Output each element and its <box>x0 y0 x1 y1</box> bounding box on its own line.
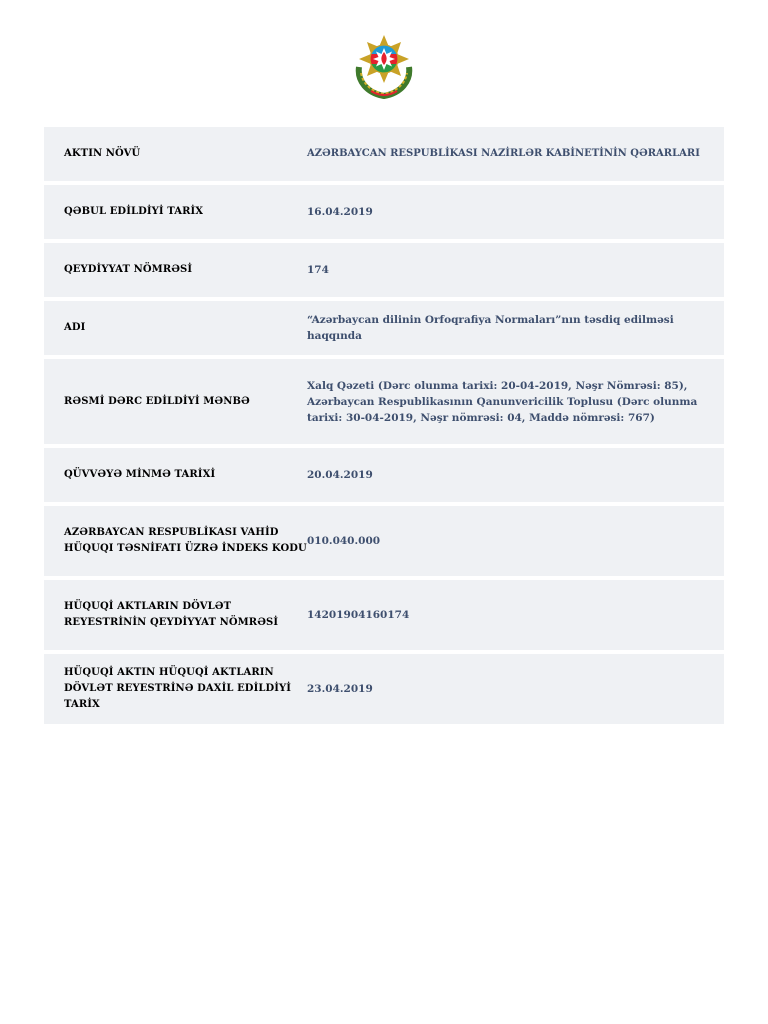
value-registry-number: 14201904160174 <box>307 609 410 621</box>
row-registration-number <box>44 243 724 297</box>
label-official-source: RƏSMİ DƏRC EDİLDİYİ MƏNBƏ <box>64 395 250 407</box>
row-official-source <box>44 359 724 444</box>
label-effective-date: QÜVVƏYƏ MİNMƏ TARİXİ <box>64 469 216 480</box>
label-adoption-date: QƏBUL EDİLDİYİ TARİX <box>64 206 204 217</box>
label-registry-number: HÜQUQİ AKTLARIN DÖVLƏT REYESTRİNİN QEYDİYYAT NÖMRƏSİ <box>64 601 279 628</box>
row-adoption-date <box>44 185 724 239</box>
azerbaijan-coat-of-arms-icon <box>351 33 417 101</box>
value-act-type: AZƏRBAYCAN RESPUBLİKASI NAZİRLƏR KABİNETİNİN QƏRARLARI <box>307 148 700 159</box>
row-registry-number <box>44 580 724 650</box>
value-name: “Azərbaycan dilinin Orfoqrafiya Normaları”nın təsdiq edilməsi haqqında <box>307 314 674 342</box>
value-adoption-date: 16.04.2019 <box>307 206 373 218</box>
row-registry-entry-date <box>44 654 724 724</box>
row-act-type <box>44 127 724 181</box>
label-name: ADI <box>64 322 86 333</box>
legal-act-details-table <box>44 127 724 728</box>
label-registry-entry-date: HÜQUQİ AKTIN HÜQUQİ AKTLARIN DÖVLƏT REYESTRİNƏ DAXİL EDİLDİYİ TARİX <box>64 667 292 710</box>
value-index-code: 010.040.000 <box>307 535 381 547</box>
row-name <box>44 301 724 355</box>
value-effective-date: 20.04.2019 <box>307 469 373 481</box>
label-act-type: AKTIN NÖVÜ <box>64 148 141 159</box>
label-registration-number: QEYDİYYAT NÖMRƏSİ <box>64 264 193 275</box>
value-official-source: Xalq Qəzeti (Dərc olunma tarixi: 20-04-2019, Nəşr Nömrəsi: 85), Azərbaycan Respublikasının Qanunvericilik Toplusu (Dərc olunma tarixi: 30-04-2019, Nəşr nömrəsi: 04, Maddə nömrəsi: 767) <box>307 379 698 424</box>
row-index-code <box>44 506 724 576</box>
value-registry-entry-date: 23.04.2019 <box>307 683 373 695</box>
label-index-code: AZƏRBAYCAN RESPUBLİKASI VAHİD HÜQUQI TƏSNİFATI ÜZRƏ İNDEKS KODU <box>64 527 307 554</box>
row-effective-date <box>44 448 724 502</box>
value-registration-number: 174 <box>307 264 329 276</box>
